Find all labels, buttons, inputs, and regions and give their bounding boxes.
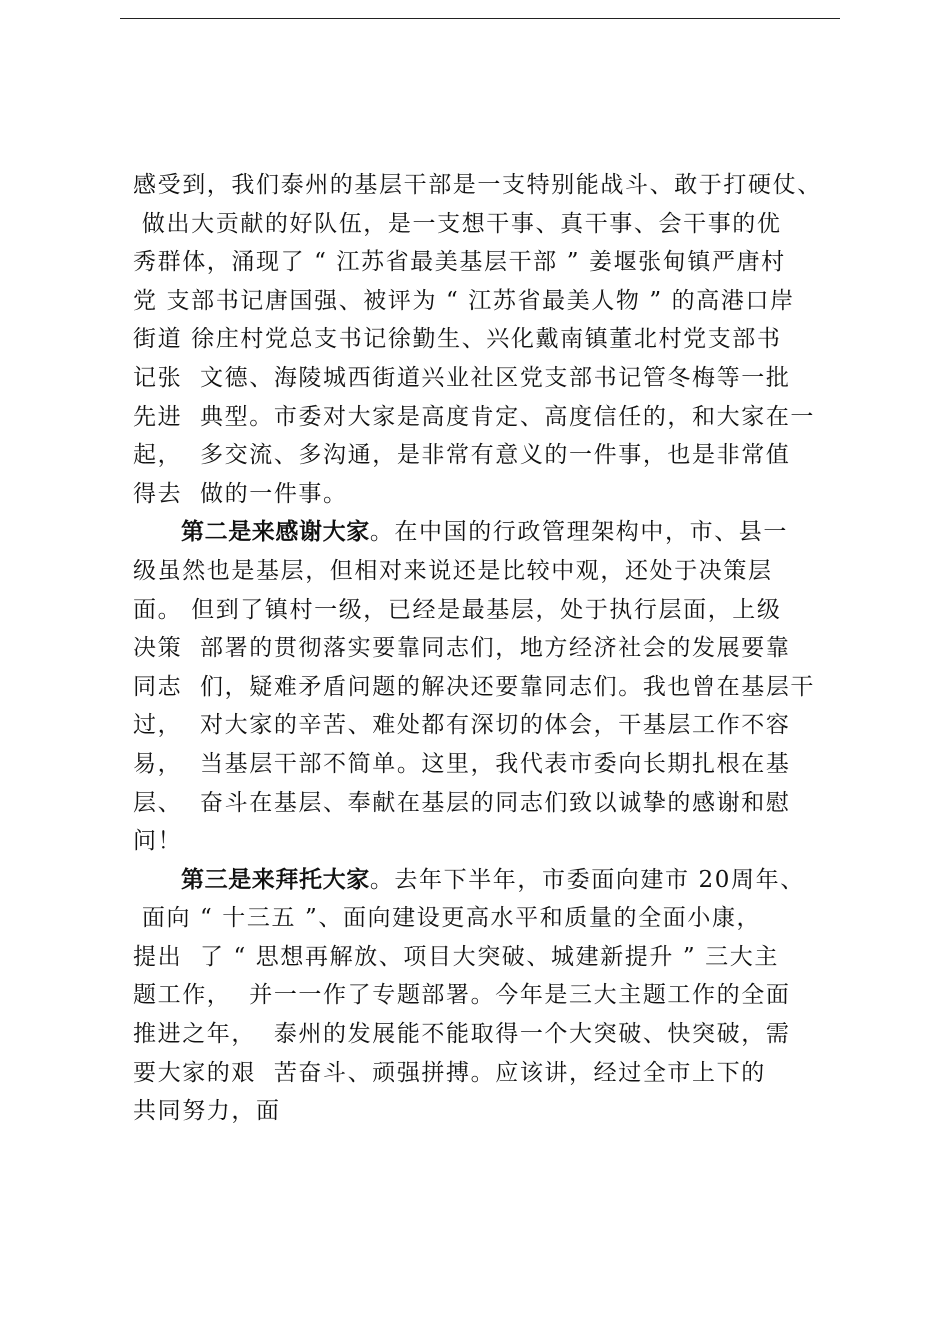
- document-body: [133, 166, 843, 1131]
- lead-continuation: 。在中国的行政管理架构中，市、县一: [369, 519, 789, 546]
- lead-continuation: 。去年下半年，市委面向建市 20周年、: [369, 866, 805, 893]
- text-line: 起， 多交流、多沟通，是非常有意义的一件事，也是非常值: [133, 442, 791, 469]
- text-line: [133, 513, 843, 552]
- text-line: 记张 文德、海陵城西街道兴业社区党支部书记管冬梅等一批: [133, 364, 791, 391]
- text-line: 党 支部书记唐国强、被评为 “ 江苏省最美人物 ” 的高港口岸: [133, 287, 795, 314]
- text-line: [133, 861, 843, 900]
- header-rule: [120, 18, 840, 19]
- text-line: 先进 典型。市委对大家是高度肯定、高度信任的，和大家在一: [133, 403, 816, 430]
- text-line: 级虽然也是基层，但相对来说还是比较中观，还处于决策层: [133, 557, 773, 584]
- text-line: 提出 了 “ 思想再解放、项目大突破、城建新提升 ” 三大主: [133, 943, 779, 970]
- text-line: 要大家的艰 苦奋斗、顽强拼搏。应该讲，经过全市上下的: [133, 1059, 766, 1086]
- paragraph-entrust: [133, 861, 843, 1131]
- text-line: 共同努力，面: [133, 1098, 281, 1125]
- text-line: 推进之年， 泰州的发展能不能取得一个大突破、快突破，需: [133, 1021, 791, 1048]
- text-line: 过， 对大家的辛苦、难处都有深切的体会，干基层工作不容: [133, 712, 791, 739]
- text-line: 易， 当基层干部不简单。这里，我代表市委向长期扎根在基: [133, 750, 791, 777]
- paragraph-thanks: [133, 513, 843, 860]
- text-line: 秀群体，涌现了 “ 江苏省最美基层干部 ” 姜堰张甸镇严唐村: [133, 249, 786, 276]
- text-line: 层、 奋斗在基层、奉献在基层的同志们致以诚挚的感谢和慰: [133, 789, 791, 816]
- text-line: 做出大贡献的好队伍，是一支想干事、真干事、会干事的优: [133, 210, 782, 237]
- paragraph-gratitude-context: [133, 166, 843, 513]
- text-line: 街道 徐庄村党总支书记徐勤生、兴化戴南镇董北村党支部书: [133, 326, 782, 353]
- text-line: 面向 “ 十三五 ”、面向建设更高水平和质量的全面小康，: [133, 905, 762, 932]
- text-line: 同志 们，疑难矛盾问题的解决还要靠同志们。我也曾在基层干: [133, 673, 816, 700]
- text-line: 问！: [133, 828, 183, 855]
- paragraph-lead-heading: 第二是来感谢大家: [181, 519, 370, 546]
- text-line: 题工作， 并一一作了专题部署。今年是三大主题工作的全面: [133, 982, 791, 1009]
- text-line: 决策 部署的贯彻落实要靠同志们，地方经济社会的发展要靠: [133, 635, 791, 662]
- paragraph-lead-heading: 第三是来拜托大家: [181, 866, 370, 893]
- text-line: 感受到，我们泰州的基层干部是一支特别能战斗、敢于打硬仗、: [133, 172, 822, 198]
- text-line: 面。 但到了镇村一级，已经是最基层，处于执行层面，上级: [133, 596, 782, 623]
- text-line: 得去 做的一件事。: [133, 480, 348, 507]
